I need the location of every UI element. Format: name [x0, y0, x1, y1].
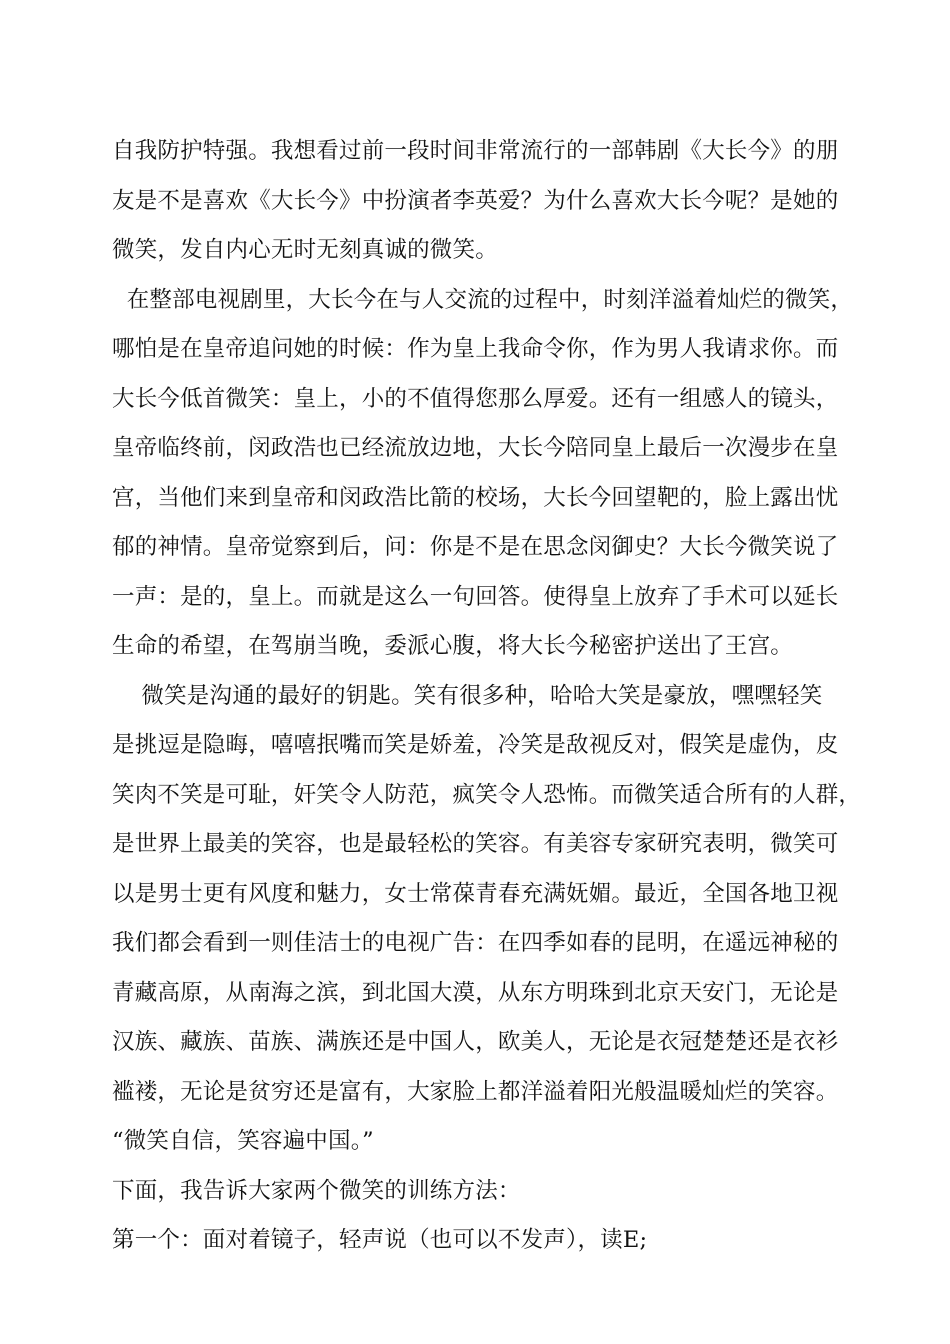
text-line: 汉族、藏族、苗族、满族还是中国人，欧美人，无论是衣冠楚楚还是衣衫	[112, 1029, 839, 1055]
text-line: 笑肉不笑是可耻，奸笑令人防范，疯笑令人恐怖。而微笑适合所有的人群，	[112, 781, 862, 808]
text-line: 微笑，发自内心无时无刻真诚的微笑。	[112, 237, 498, 263]
text-line: 下面，我告诉大家两个微笑的训练方法：	[112, 1177, 521, 1204]
text-line: 郁的神情。皇帝觉察到后，问：你是不是在思念闵御史？大长今微笑说了	[112, 534, 839, 560]
text-line: 一声：是的，皇上。而就是这么一句回答。使得皇上放弃了手术可以延长	[112, 583, 839, 610]
text-line: 在整部电视剧里，大长今在与人交流的过程中，时刻洋溢着灿烂的微笑，	[112, 286, 854, 313]
text-line: 哪怕是在皇帝追问她的时候：作为皇上我命令你，作为男人我请求你。而	[112, 336, 839, 362]
text-line: 友是不是喜欢《大长今》中扮演者李英爱？为什么喜欢大长今呢？是她的	[112, 187, 839, 214]
body-text	[112, 127, 862, 1266]
text-line: 是世界上最美的笑容，也是最轻松的笑容。有美容专家研究表明，微笑可	[112, 831, 839, 857]
text-line: 我们都会看到一则佳洁士的电视广告：在四季如春的昆明，在遥远神秘的	[112, 930, 839, 956]
text-line: 以是男士更有风度和魅力，女士常葆青春充满妩媚。最近，全国各地卫视	[112, 880, 839, 907]
text-line: 褴褛，无论是贫穷还是富有，大家脸上都洋溢着阳光般温暖灿烂的笑容。	[112, 1078, 839, 1105]
text-line: 自我防护特强。我想看过前一段时间非常流行的一部韩剧《大长今》的朋	[112, 138, 839, 164]
text-line: 宫，当他们来到皇帝和闵政浩比箭的校场，大长今回望靶的，脸上露出忧	[112, 484, 839, 511]
text-line: 微笑是沟通的最好的钥匙。笑有很多种，哈哈大笑是豪放，嘿嘿轻笑	[112, 682, 823, 709]
text-line: 皇帝临终前，闵政浩也已经流放边地，大长今陪同皇上最后一次漫步在皇	[112, 435, 839, 461]
text-line: 是挑逗是隐晦，嘻嘻抿嘴而笑是娇羞，冷笑是敌视反对，假笑是虚伪，皮	[112, 732, 839, 758]
text-line: 大长今低首微笑：皇上，小的不值得您那么厚爱。还有一组感人的镜头，	[112, 385, 839, 412]
text-line: 青藏高原，从南海之滨，到北国大漠，从东方明珠到北京天安门，无论是	[112, 979, 839, 1006]
text-line: 第一个：面对着镜子，轻声说（也可以不发声），读E;	[112, 1227, 648, 1253]
text-line: “微笑自信，笑容遍中国。”	[112, 1128, 374, 1154]
text-line: 生命的希望，在驾崩当晚，委派心腹，将大长今秘密护送出了王宫。	[112, 633, 794, 659]
